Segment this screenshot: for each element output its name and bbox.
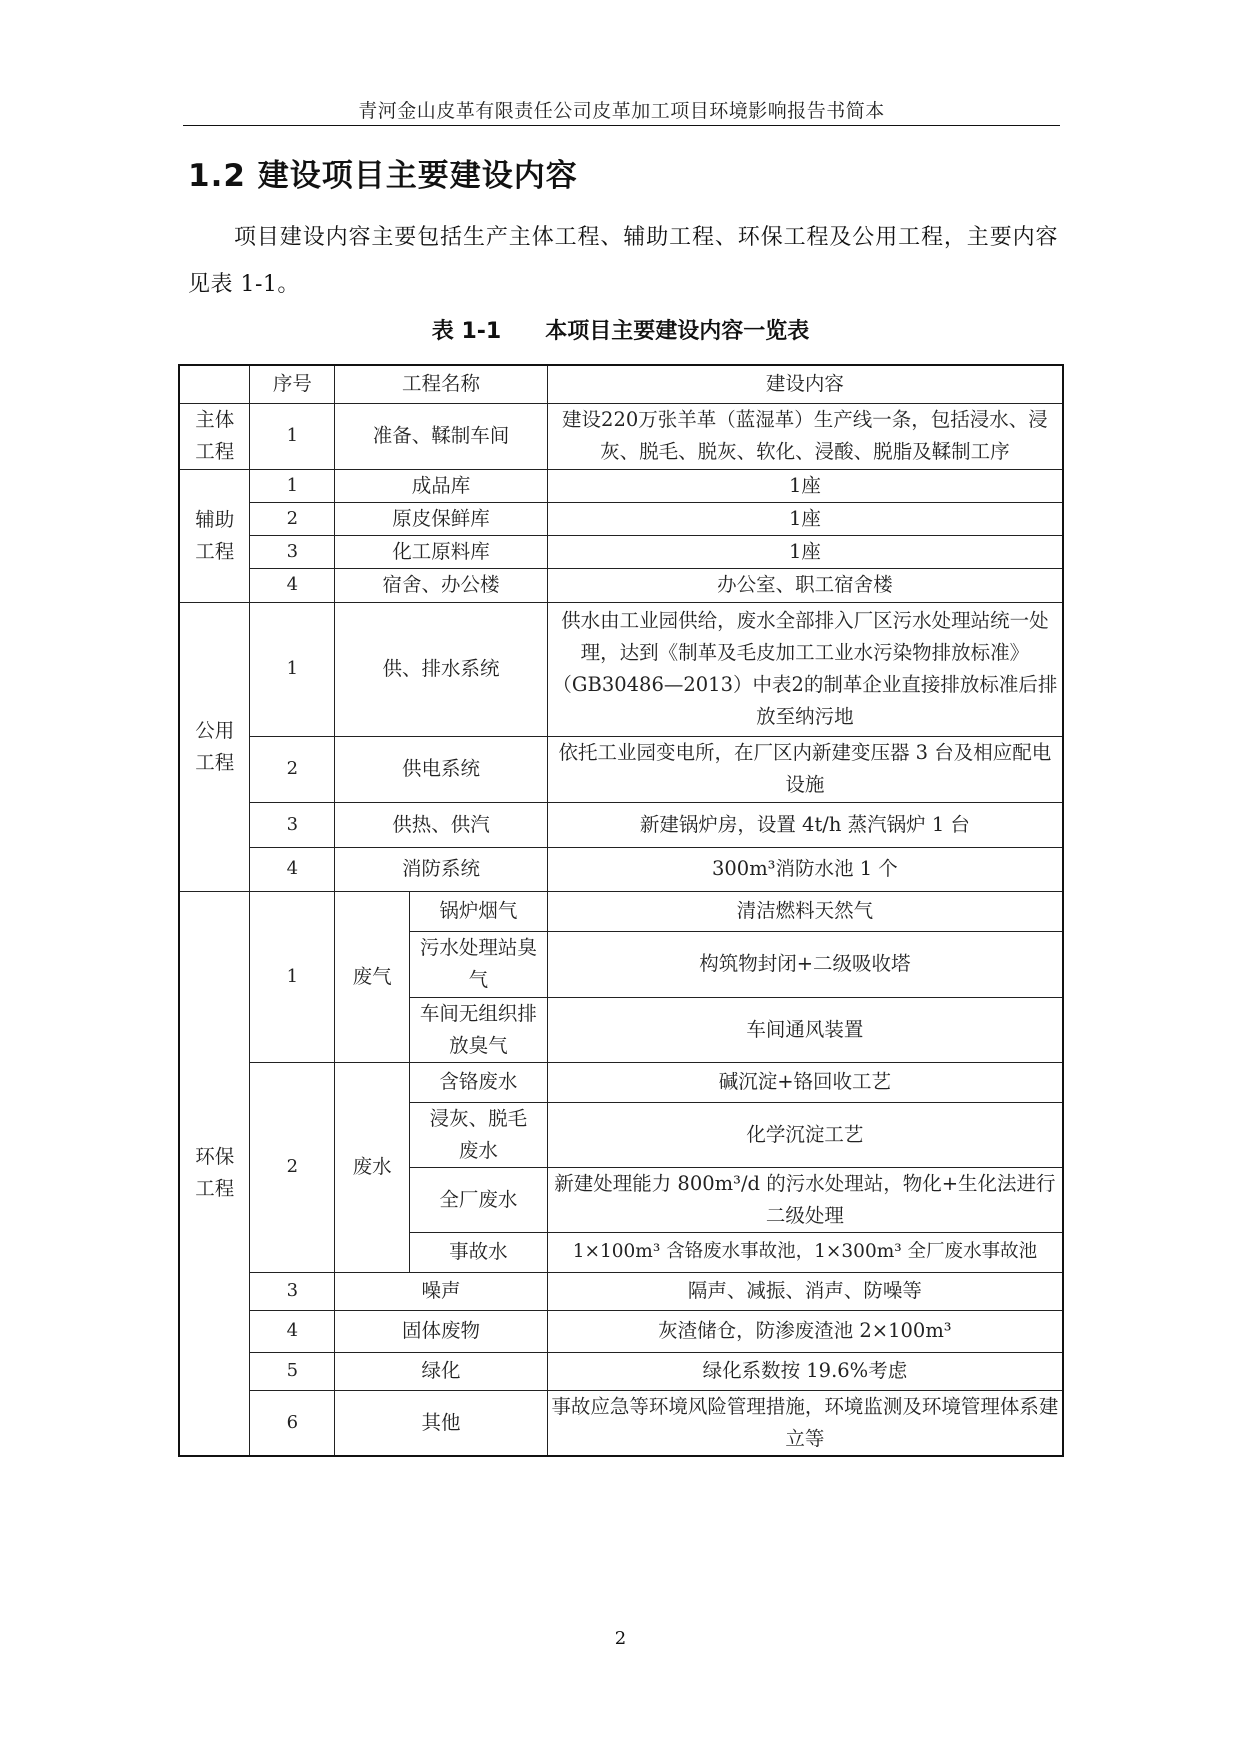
table-row <box>179 602 1063 736</box>
row-content: 新建处理能力 800m³/d 的污水处理站，物化+生化法进行二级处理 <box>547 1167 1063 1232</box>
intro-paragraph: 项目建设内容主要包括生产主体工程、辅助工程、环保工程及公用工程，主要内容见表 1-1。 <box>188 225 1058 297</box>
row-content: 碱沉淀+铬回收工艺 <box>547 1062 1063 1102</box>
header-content: 建设内容 <box>547 365 1063 403</box>
row-name: 化工原料库 <box>335 535 548 568</box>
table-row <box>179 1390 1063 1456</box>
row-name: 宿舍、办公楼 <box>335 568 548 602</box>
row-content: 300m³消防水池 1 个 <box>547 847 1063 891</box>
row-content: 车间通风装置 <box>547 997 1063 1062</box>
table-row <box>179 1062 1063 1102</box>
row-name: 供电系统 <box>335 736 548 802</box>
row-content: 化学沉淀工艺 <box>547 1102 1063 1167</box>
row-seq: 4 <box>250 847 335 891</box>
table-caption <box>0 314 1241 345</box>
row-sub: 事故水 <box>410 1232 548 1272</box>
row-seq: 3 <box>250 802 335 847</box>
row-name: 成品库 <box>335 469 548 502</box>
table-row <box>179 736 1063 802</box>
row-content: 隔声、减振、消声、防噪等 <box>547 1272 1063 1310</box>
table-row <box>179 403 1063 469</box>
row-name: 原皮保鲜库 <box>335 502 548 535</box>
header-blank <box>179 365 250 403</box>
table-row <box>179 502 1063 535</box>
row-seq: 3 <box>250 1272 335 1310</box>
table-caption-title: 本项目主要建设内容一览表 <box>545 319 810 344</box>
table-row <box>179 1352 1063 1390</box>
row-name: 准备、鞣制车间 <box>335 403 548 469</box>
table-row <box>179 847 1063 891</box>
row-content: 1座 <box>547 502 1063 535</box>
row-seq: 1 <box>250 469 335 502</box>
row-seq: 6 <box>250 1390 335 1456</box>
section-heading: 1.2 建设项目主要建设内容 <box>188 158 578 194</box>
row-name: 供热、供汽 <box>335 802 548 847</box>
row-content: 供水由工业园供给，废水全部排入厂区污水处理站统一处理，达到《制革及毛皮加工工业水污染物排放标准》（GB30486—2013）中表2的制革企业直接排放标准后排放至纳污地 <box>547 602 1063 736</box>
row-name: 噪声 <box>335 1272 548 1310</box>
row-name-gas: 废气 <box>335 891 410 1062</box>
table-row <box>179 802 1063 847</box>
row-content: 1座 <box>547 469 1063 502</box>
table-row <box>179 469 1063 502</box>
row-sub: 浸灰、脱毛废水 <box>410 1102 548 1167</box>
row-content: 灰渣储仓，防渗废渣池 2×100m³ <box>547 1310 1063 1352</box>
row-content: 构筑物封闭+二级吸收塔 <box>547 931 1063 997</box>
category-env: 环保工程 <box>179 891 250 1456</box>
construction-content-table <box>178 364 1064 1457</box>
row-name: 消防系统 <box>335 847 548 891</box>
page-header: 青河金山皮革有限责任公司皮革加工项目环境影响报告书简本 <box>358 100 885 122</box>
table-header-row <box>179 365 1063 403</box>
row-seq: 2 <box>250 502 335 535</box>
row-sub: 车间无组织排放臭气 <box>410 997 548 1062</box>
row-sub: 锅炉烟气 <box>410 891 548 931</box>
row-sub: 全厂废水 <box>410 1167 548 1232</box>
header-rule <box>183 125 1060 126</box>
row-seq: 5 <box>250 1352 335 1390</box>
row-content: 1×100m³ 含铬废水事故池，1×300m³ 全厂废水事故池 <box>547 1232 1063 1272</box>
table-caption-number: 表 1-1 <box>431 319 502 344</box>
row-seq: 2 <box>250 1062 335 1272</box>
row-seq: 2 <box>250 736 335 802</box>
table-row <box>179 535 1063 568</box>
row-content: 新建锅炉房，设置 4t/h 蒸汽锅炉 1 台 <box>547 802 1063 847</box>
page-number: 2 <box>614 1628 627 1649</box>
table-row <box>179 568 1063 602</box>
row-sub: 污水处理站臭气 <box>410 931 548 997</box>
row-content: 事故应急等环境风险管理措施，环境监测及环境管理体系建立等 <box>547 1390 1063 1456</box>
table-row <box>179 891 1063 931</box>
row-name-water: 废水 <box>335 1062 410 1272</box>
row-name: 绿化 <box>335 1352 548 1390</box>
header-seq: 序号 <box>250 365 335 403</box>
row-content: 清洁燃料天然气 <box>547 891 1063 931</box>
row-content: 1座 <box>547 535 1063 568</box>
header-name: 工程名称 <box>335 365 548 403</box>
row-name: 其他 <box>335 1390 548 1456</box>
row-seq: 4 <box>250 568 335 602</box>
row-name: 供、排水系统 <box>335 602 548 736</box>
row-content: 办公室、职工宿舍楼 <box>547 568 1063 602</box>
row-seq: 1 <box>250 602 335 736</box>
row-seq: 1 <box>250 891 335 1062</box>
row-content: 建设220万张羊革（蓝湿革）生产线一条，包括浸水、浸灰、脱毛、脱灰、软化、浸酸、脱脂及鞣制工序 <box>547 403 1063 469</box>
row-content: 依托工业园变电所，在厂区内新建变压器 3 台及相应配电设施 <box>547 736 1063 802</box>
row-seq: 4 <box>250 1310 335 1352</box>
category-auxiliary: 辅助工程 <box>179 469 250 602</box>
category-main: 主体工程 <box>179 403 250 469</box>
row-sub: 含铬废水 <box>410 1062 548 1102</box>
row-name: 固体废物 <box>335 1310 548 1352</box>
table-row <box>179 1272 1063 1310</box>
table-row <box>179 1310 1063 1352</box>
row-seq: 3 <box>250 535 335 568</box>
row-content: 绿化系数按 19.6%考虑 <box>547 1352 1063 1390</box>
row-seq: 1 <box>250 403 335 469</box>
category-public: 公用工程 <box>179 602 250 891</box>
